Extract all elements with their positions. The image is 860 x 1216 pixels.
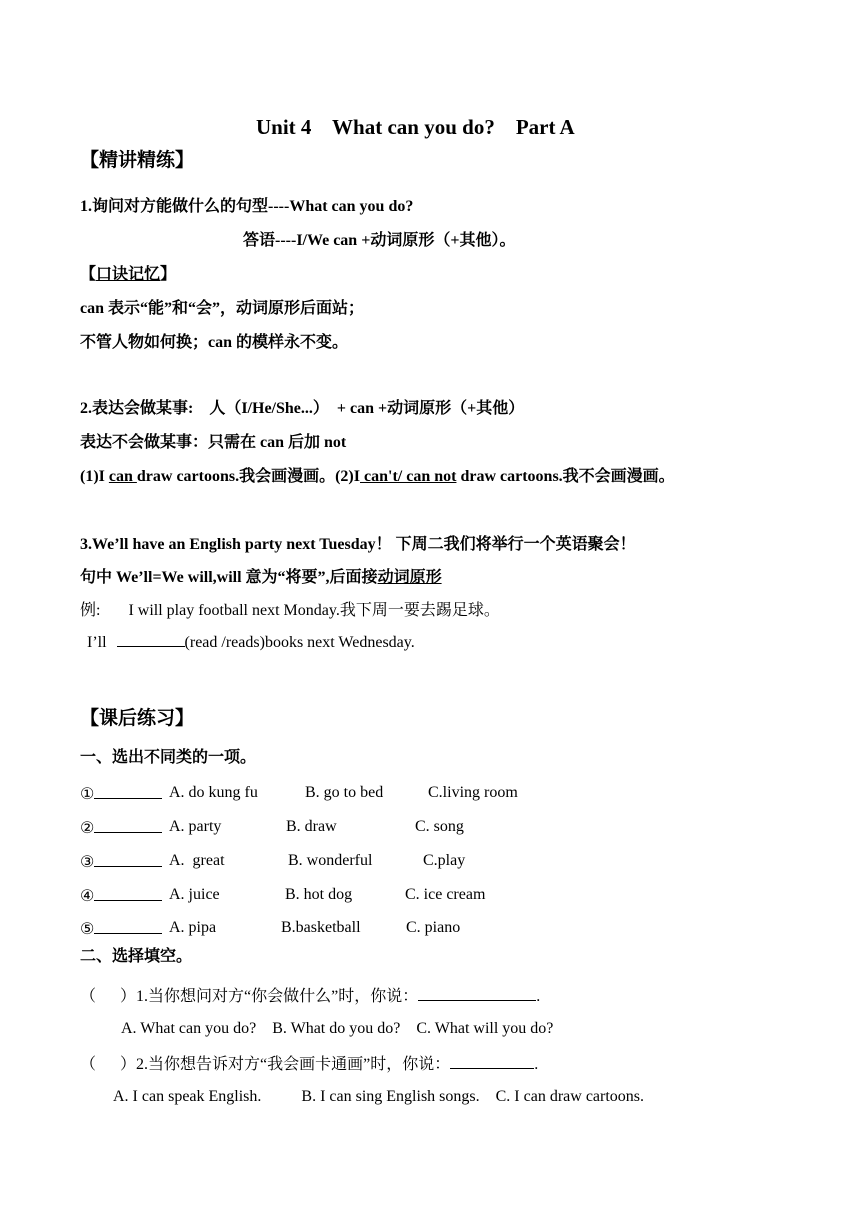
- option-a: A. pipa: [169, 919, 217, 936]
- answer-blank[interactable]: [94, 884, 162, 901]
- part1-title: 一、选出不同类的一项。: [80, 749, 257, 766]
- question-1: （ ）1.当你想问对方“你会做什么”时，你说： .: [80, 984, 540, 1008]
- answer-blank[interactable]: [418, 984, 536, 1001]
- answer-blank[interactable]: [450, 1052, 534, 1069]
- section-heading-lecture: 【精讲精练】: [80, 150, 195, 171]
- item2-examples: (1)I can draw cartoons.我会画漫画。(2)I can't/ can not draw cartoons.我不会画漫画。: [80, 468, 675, 485]
- answer-blank[interactable]: [94, 850, 162, 867]
- answer-blank[interactable]: [117, 630, 185, 647]
- page-title: Unit 4 What can you do? Part A: [256, 115, 575, 139]
- mnemonic-heading: 【口诀记忆】: [80, 266, 177, 283]
- option-c: C.living room: [428, 784, 518, 801]
- item-number: ①: [80, 786, 95, 803]
- item2-line-1: 2.表达会做某事: 人（I/He/She...） + can +动词原形（+其他）: [80, 400, 525, 417]
- item3-line-2: 句中 We’ll=We will,will 意为“将要”,后面接动词原形: [80, 569, 442, 586]
- mnemonic-line-1: can 表示“能”和“会”，动词原形后面站；: [80, 300, 365, 317]
- option-b: B. draw: [286, 818, 337, 835]
- item-number: ③: [80, 854, 95, 871]
- list-item: [80, 850, 466, 874]
- example-line: 例: I will play football next Monday.我下周一要去踢足球。: [80, 602, 500, 619]
- option-b: B.basketball: [281, 919, 361, 936]
- item3-line-1: 3.We’ll have an English party next Tuesday！ 下周二我们将举行一个英语聚会！: [80, 536, 636, 553]
- answer-paren[interactable]: （ ）: [80, 1056, 137, 1073]
- list-item: [80, 917, 461, 941]
- answer-paren[interactable]: （ ）: [80, 988, 137, 1005]
- answer-blank[interactable]: [94, 782, 162, 799]
- question-2: （ ）2.当你想告诉对方“我会画卡通画”时，你说： .: [80, 1052, 538, 1076]
- answer-blank[interactable]: [94, 816, 162, 833]
- list-item: [80, 816, 464, 840]
- fill-blank-line: I’ll (read /reads)books next Wednesday.: [87, 630, 415, 654]
- item-number: ④: [80, 888, 95, 905]
- mnemonic-line-2: 不管人物如何换；can 的模样永不变。: [80, 334, 349, 351]
- question-1-options: A. What can you do? B. What do you do? C. What will you do?: [121, 1020, 554, 1037]
- option-c: C. piano: [406, 919, 461, 936]
- part2-title: 二、选择填空。: [80, 948, 193, 965]
- option-a: A. do kung fu: [169, 784, 258, 801]
- list-item: [80, 884, 486, 908]
- section-heading-exercises: 【课后练习】: [80, 708, 195, 729]
- option-a: A. great: [169, 852, 225, 869]
- item-number: ⑤: [80, 921, 95, 938]
- option-a: A. party: [169, 818, 222, 835]
- option-a: A. juice: [169, 886, 220, 903]
- item1-answer: 答语----I/We can +动词原形（+其他）。: [243, 232, 516, 249]
- option-b: B. hot dog: [285, 886, 353, 903]
- option-c: C.play: [423, 852, 466, 869]
- list-item: [80, 782, 518, 806]
- option-c: C. ice cream: [405, 886, 486, 903]
- option-c: C. song: [415, 818, 464, 835]
- item2-line-2: 表达不会做某事：只需在 can 后加 not: [80, 434, 347, 451]
- question-2-options: A. I can speak English. B. I can sing English songs. C. I can draw cartoons.: [113, 1088, 645, 1105]
- answer-blank[interactable]: [94, 917, 162, 934]
- item1-question: 1.询问对方能做什么的句型----What can you do?: [80, 198, 414, 215]
- option-b: B. go to bed: [305, 784, 384, 801]
- item-number: ②: [80, 820, 95, 837]
- option-b: B. wonderful: [288, 852, 373, 869]
